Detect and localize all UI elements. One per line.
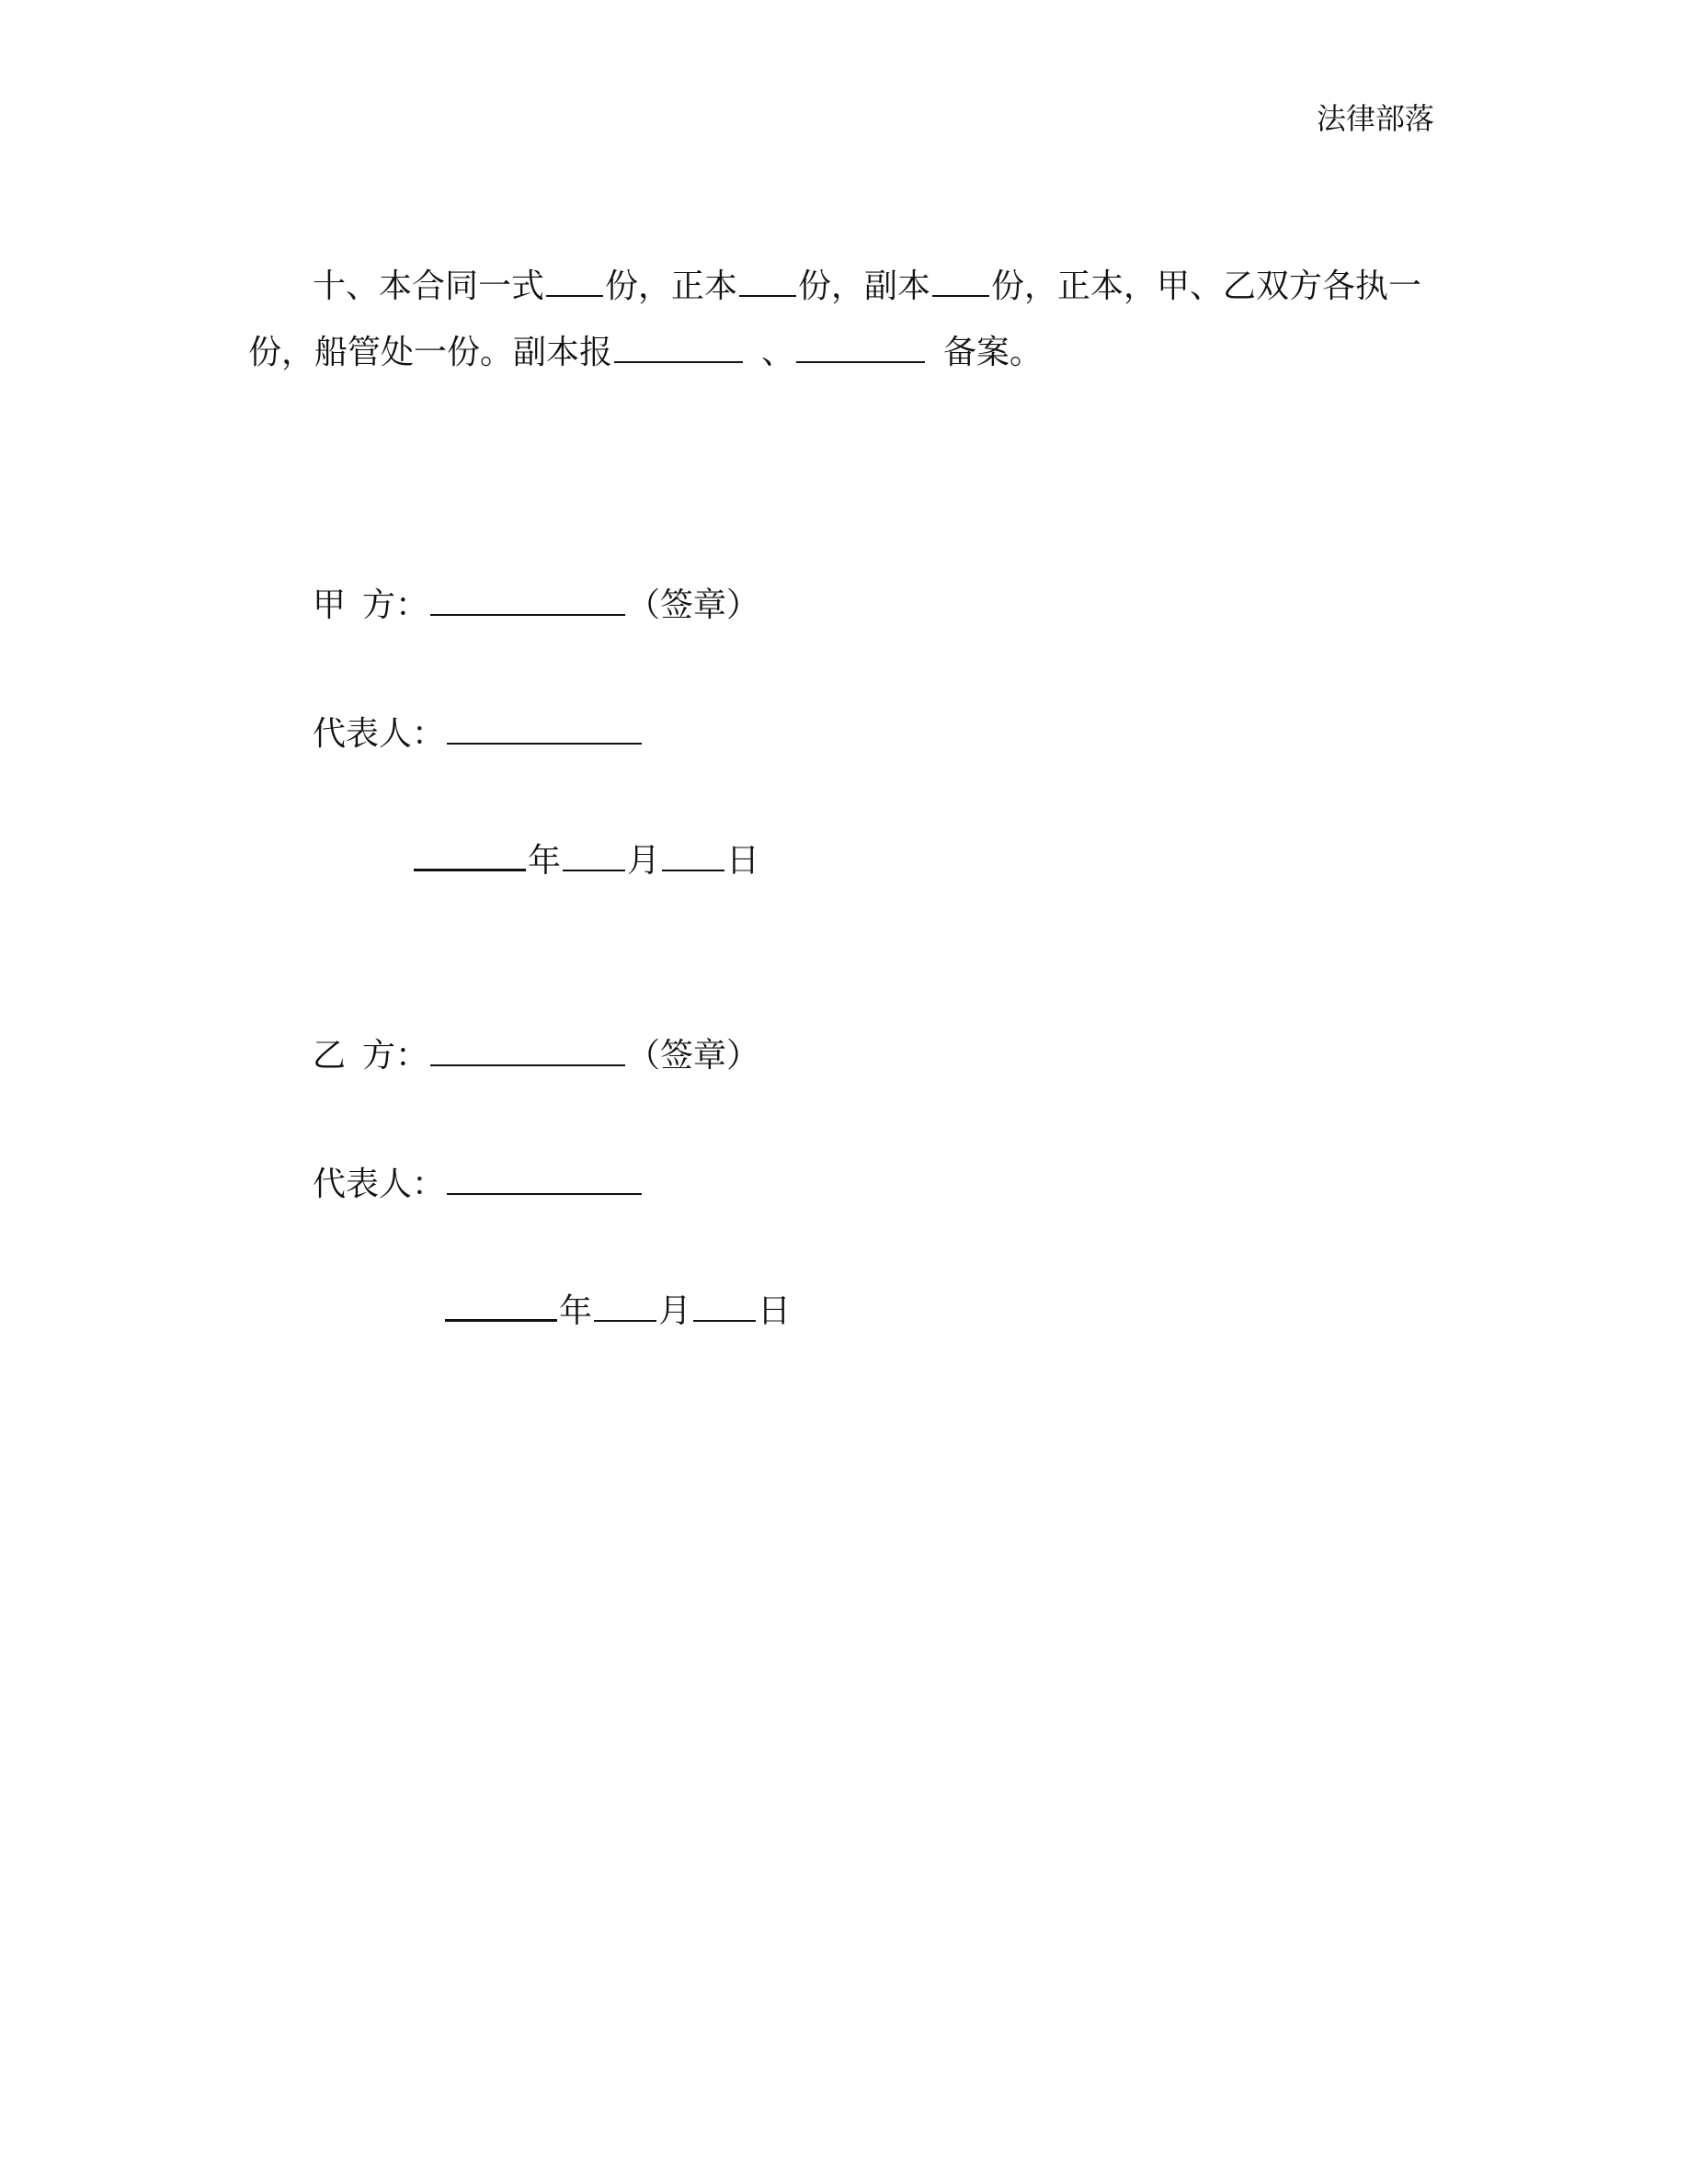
- clause-text: 备案。: [943, 334, 1044, 371]
- month-label: 月: [627, 842, 661, 880]
- party-a-day-blank[interactable]: [662, 838, 724, 871]
- year-label: 年: [528, 842, 562, 880]
- clause-text: 、: [761, 334, 795, 371]
- filing-authority-2-blank[interactable]: [796, 330, 925, 363]
- party-b-label-char: 乙: [313, 1037, 347, 1075]
- clause-text: 份，船管处一份。副本报: [248, 334, 613, 371]
- clause-text: 十、本合同一式: [313, 267, 545, 305]
- party-b-year-blank[interactable]: [445, 1288, 557, 1322]
- party-a-label-char: 甲: [313, 586, 347, 624]
- year-label: 年: [559, 1292, 593, 1330]
- party-a-row: [313, 579, 759, 626]
- month-label: 月: [658, 1292, 692, 1330]
- party-b-date-row: [443, 1285, 791, 1332]
- party-a-representative-row: [313, 708, 644, 755]
- clause-text: 份，正本，甲、乙双方各执一: [991, 267, 1422, 305]
- party-b-rep-blank[interactable]: [447, 1162, 642, 1195]
- party-a-seal-label: （签章）: [627, 586, 760, 624]
- party-a-rep-blank[interactable]: [447, 711, 642, 745]
- originals-blank[interactable]: [739, 264, 796, 297]
- day-label: 日: [758, 1292, 792, 1330]
- header-label: 法律部落: [1317, 101, 1435, 136]
- filing-authority-1-blank[interactable]: [614, 330, 743, 363]
- party-a-label: 方：: [362, 586, 429, 624]
- day-label: 日: [726, 842, 760, 880]
- duplicates-blank[interactable]: [932, 264, 989, 297]
- clause-text: 份，正本: [605, 267, 738, 305]
- copies-total-blank[interactable]: [546, 264, 603, 297]
- party-b-day-blank[interactable]: [693, 1289, 756, 1322]
- party-b-signature-blank[interactable]: [430, 1033, 625, 1066]
- party-a-date-row: [412, 835, 759, 882]
- clause-text: 份，副本: [798, 267, 931, 305]
- party-a-rep-label: 代表人：: [313, 715, 446, 753]
- party-b-month-blank[interactable]: [594, 1289, 656, 1322]
- party-a-year-blank[interactable]: [414, 837, 526, 871]
- party-a-signature-blank[interactable]: [430, 583, 625, 616]
- party-b-label: 方：: [362, 1037, 429, 1075]
- party-b-row: [313, 1029, 759, 1076]
- clause-10-line-1: [313, 254, 1421, 320]
- party-a-month-blank[interactable]: [563, 838, 625, 871]
- party-b-seal-label: （签章）: [627, 1037, 760, 1075]
- clause-10-line-2: [248, 320, 1043, 386]
- party-b-representative-row: [313, 1158, 644, 1205]
- party-b-rep-label: 代表人：: [313, 1166, 446, 1203]
